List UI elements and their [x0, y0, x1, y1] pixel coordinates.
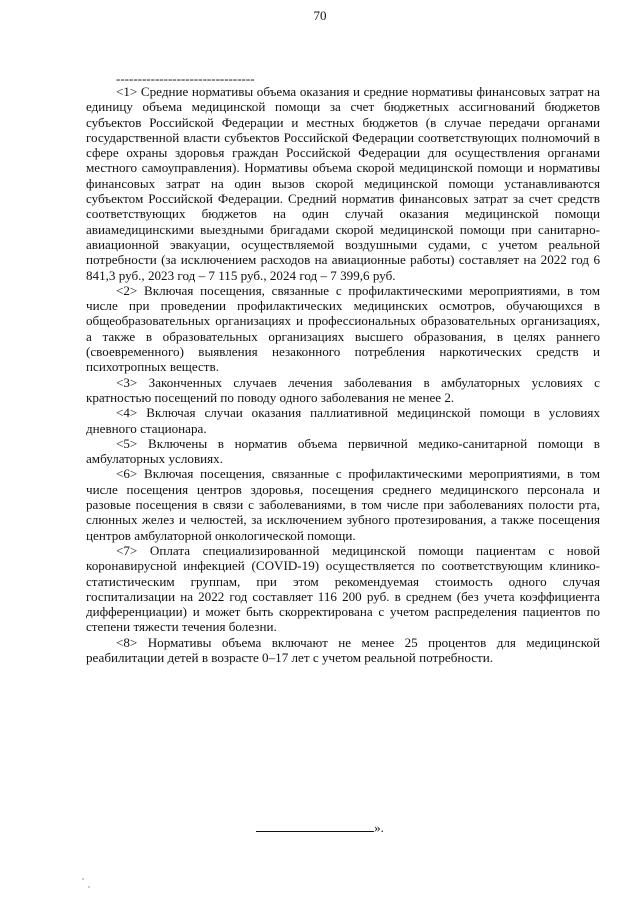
closing-underline: [256, 820, 374, 832]
footnote-1: <1> Средние нормативы объема оказания и средние нормативы финансовых затрат на единицу объема медицинской помощи за счет бюджетных ассигнований бюджетов субъектов Российской Федерации и местных бюджетов (в случае передачи органами государственной власти субъектов Российской Федерации соответствующих полномочий в сфере охраны здоровья граждан Российской Федерации для осуществления органами местного самоуправления). Нормативы объема скорой медицинской помощи и нормативы финансовых затрат на один вызов скорой медицинской помощи устанавливаются субъектом Российской Федерации. Средний норматив финансовых затрат за счет средств соответствующих бюджетов на один случай оказания медицинской помощи авиамедицинскими выездными бригадами скорой медицинской помощи при санитарно-авиационной эвакуации, осуществляемой воздушными судами, с учетом реальной потребности (за исключением расходов на авиационные работы) составляет на 2022 год 6 841,3 руб., 2023 год – 7 115 руб., 2024 год – 7 399,6 руб.: [86, 84, 600, 283]
footnote-4: <4> Включая случаи оказания паллиативной медицинской помощи в условиях дневного стационара.: [86, 405, 600, 436]
footnote-5: <5> Включены в норматив объема первичной медико-санитарной помощи в амбулаторных условиях.: [86, 435, 600, 467]
footnote-8: <8> Нормативы объема включают не менее 25 процентов для медицинской реабилитации детей в возрасте 0–17 лет с учетом реальной потребности.: [86, 634, 600, 665]
footnote-6: <6> Включая посещения, связанные с профилактическими мероприятиями, в том числе посещения центров здоровья, посещения среднего медицинского персонала и разовые посещения в связи с заболеваниями, в том числе при заболеваниях полости рта, слюнных желез и челюстей, за исключением зубного протезирования, а также посещения центров амбулаторной онкологической помощи.: [86, 466, 600, 543]
footnote-2: <2> Включая посещения, связанные с профилактическими мероприятиями, в том числе при проведении профилактических медицинских осмотров, обучающихся в общеобразовательных организациях и профессиональных образовательных организациях, а также в образовательных организациях высшего образования, в целях раннего (своевременного) выявления незаконного потребления наркотических средств и психотропных веществ.: [86, 282, 600, 375]
scan-speck: [88, 886, 90, 888]
footnote-separator: --------------------------------: [116, 71, 255, 86]
scan-speck: [82, 878, 84, 880]
closing-quote-mark: ».: [374, 820, 384, 835]
footnote-3: <3> Законченных случаев лечения заболевания в амбулаторных условиях с кратностью посещений по поводу одного заболевания не менее 2.: [86, 374, 600, 405]
footnotes-block: [86, 84, 600, 665]
page-number: 70: [313, 8, 327, 23]
footnote-7: <7> Оплата специализированной медицинской помощи пациентам с новой коронавирусной инфекцией (COVID-19) осуществляется по соответствующим клинико-статистическим группам, при этом рекомендуемая стоимость одного случая госпитализации на 2022 год составляет 116 200 руб. в среднем (без учета коэффициента дифференциации) и может быть скорректирована с учетом распределения пациентов по степени тяжести течения болезни.: [86, 542, 600, 635]
closing-line: [0, 820, 640, 836]
